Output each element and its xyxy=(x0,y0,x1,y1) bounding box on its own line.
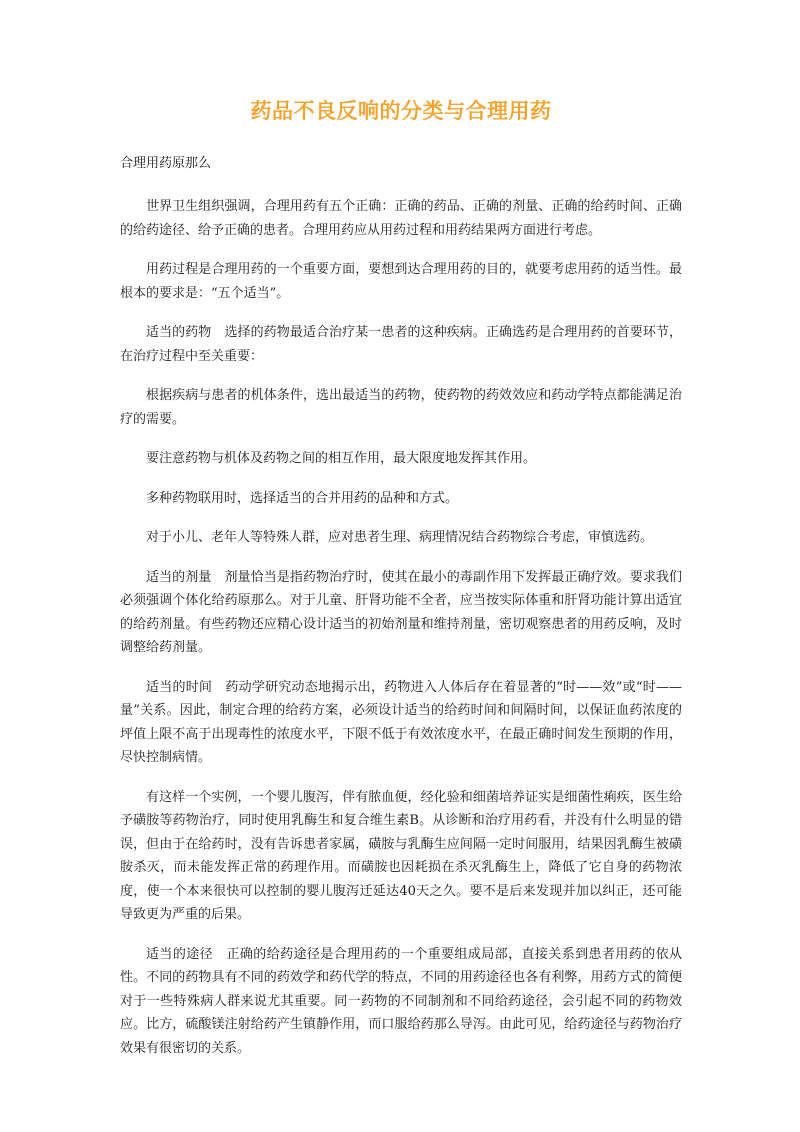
paragraph: 适当的药物 选择的药物最适合治疗某一患者的这种疾病。正确选药是合理用药的首要环节，在治疗过程中至关重要： xyxy=(120,325,682,364)
paragraph: 根据疾病与患者的机体条件，选出最适当的药物，使药物的药效效应和药动学特点都能满足治疗的需要。 xyxy=(120,388,682,427)
paragraph: 要注意药物与机体及药物之间的相互作用，最大限度地发挥其作用。 xyxy=(146,451,537,466)
paragraph: 对于小儿、老年人等特殊人群，应对患者生理、病理情况结合药物综合考虑，审慎选药。 xyxy=(146,530,654,545)
paragraph: 用药过程是合理用药的一个重要方面，要想到达合理用药的目的，就要考虑用药的适当性。最根本的要求是：“五个适当”。 xyxy=(120,262,682,301)
paragraph: 适当的剂量 剂量恰当是指药物治疗时，使其在最小的毒副作用下发挥最正确疗效。要求我们必须强调个体化给药原那么。对于儿童、肝肾功能不全者，应当按实际体重和肝肾功能计算出适宜的给药剂量。有些药物还应精心设计适当的初始剂量和维持剂量，密切观察患者的用药反响，及时调整给药剂量。 xyxy=(120,569,682,655)
section-heading: 合理用药原那么 xyxy=(120,156,212,171)
document-body xyxy=(120,195,682,1060)
paragraph: 世界卫生组织强调，合理用药有五个正确：正确的药品、正确的剂量、正确的给药时间、正确的给药途径、给予正确的患者。合理用药应从用药过程和用药结果两方面进行考虑。 xyxy=(120,199,682,238)
document-title: 药品不良反响的分类与合理用药 xyxy=(250,98,552,123)
paragraph: 多种药物联用时，选择适当的合并用药的品种和方式。 xyxy=(146,490,459,506)
paragraph: 适当的时间 药动学研究动态地揭示出，药物进入人体后存在着显著的“时——效”或“时——量”关系。因此，制定合理的给药方案，必须设计适当的给药时间和间隔时间，以保证血药浓度的坪值上限不高于出现毒性的浓度水平，下限不低于有效浓度水平，在最正确时间发生预期的作用，尽快控制病情。 xyxy=(120,679,682,765)
paragraph: 适当的途径 正确的给药途径是合理用药的一个重要组成局部，直接关系到患者用药的依从性。不同的药物具有不同的药效学和药代学的特点，不同的用药途径也各有利弊，用药方式的简便对于一些特殊病人群来说尤其重要。同一药物的不同制剂和不同给药途径，会引起不同的药物效应。比方，硫酸镁注射给药产生镇静作用，而口服给药那么导泻。由此可见，给药途径与药物治疗效果有很密切的关系。 xyxy=(120,946,682,1056)
paragraph: 有这样一个实例，一个婴儿腹泻，伴有脓血便，经化验和细菌培养证实是细菌性痢疾，医生给予磺胺等药物治疗，同时使用乳酶生和复合维生素B。从诊断和治疗用药看，并没有什么明显的错误，但由于在给药时，没有告诉患者家属，磺胺与乳酶生应间隔一定时间服用，结果因乳酶生被磺胺杀灭，而未能发挥正常的药理作用。而磺胺也因耗损在杀灭乳酶生上，降低了它自身的药物浓度，使一个本来很快可以控制的婴儿腹泻迁延达40天之久。要不是后来发现并加以纠正，还可能导致更为严重的后果。 xyxy=(120,789,682,922)
